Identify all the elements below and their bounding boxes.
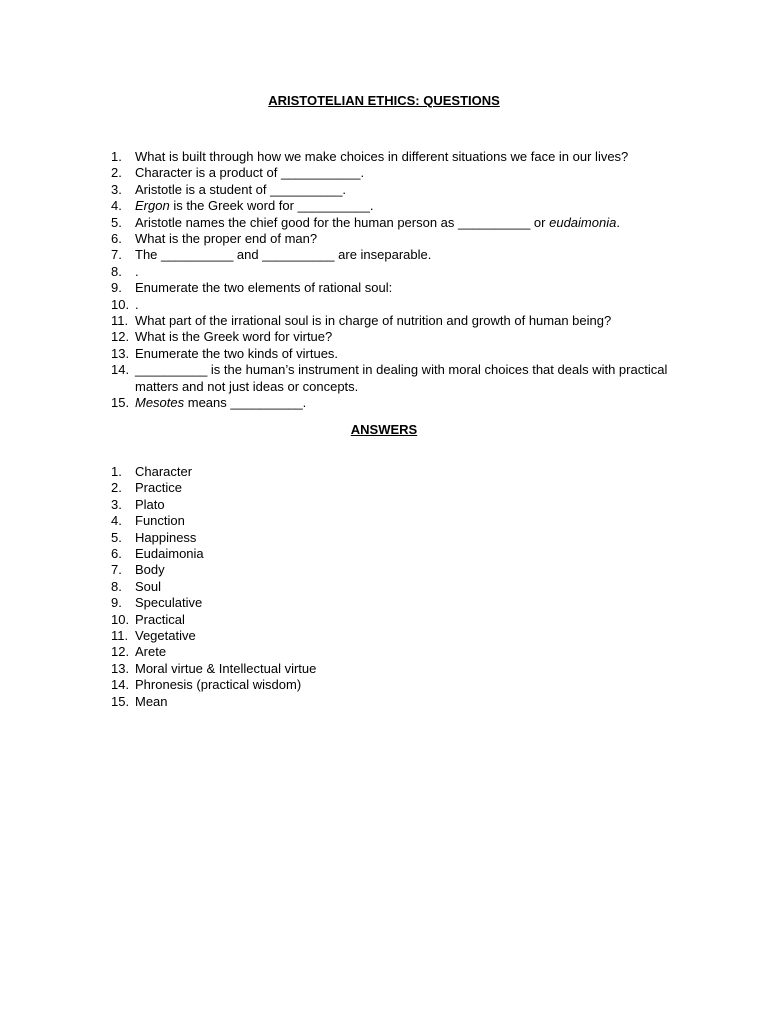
answer-number: 11. — [111, 628, 129, 644]
answer-text: Practice — [135, 480, 182, 496]
answer-text: Moral virtue & Intellectual virtue — [135, 660, 317, 676]
question-number: 3. — [111, 181, 122, 197]
answer-number: 3. — [111, 496, 122, 512]
question-item — [111, 182, 671, 198]
answer-text: Function — [135, 513, 185, 529]
answer-number: 15. — [111, 693, 130, 709]
italic-term: eudaimonia — [549, 214, 617, 230]
question-number: 8. — [111, 263, 122, 279]
answer-number: 2. — [111, 480, 122, 496]
answer-item — [111, 579, 671, 595]
question-text — [135, 395, 671, 411]
text-segment: The __________ and __________ are inseparable. — [135, 247, 432, 263]
question-number: 13. — [111, 345, 130, 361]
question-text — [135, 362, 671, 395]
text-segment: . — [616, 214, 620, 230]
question-number: 12. — [111, 329, 130, 345]
answer-item — [111, 480, 671, 496]
answer-item — [111, 595, 671, 611]
answer-item — [111, 513, 671, 529]
answer-item — [111, 530, 671, 546]
answer-number: 5. — [111, 529, 122, 545]
answer-text: Speculative — [135, 595, 203, 611]
italic-term: Ergon — [135, 198, 170, 214]
answer-item — [111, 562, 671, 578]
question-number: 7. — [111, 247, 122, 263]
answer-text: Mean — [135, 693, 168, 709]
text-segment: Character is a product of ___________. — [135, 165, 365, 181]
question-text — [135, 247, 671, 263]
answer-text: Body — [135, 562, 165, 578]
question-item — [111, 297, 671, 313]
answer-text: Eudaimonia — [135, 546, 204, 562]
question-item — [111, 362, 671, 395]
answer-item — [111, 497, 671, 513]
questions-list — [111, 149, 671, 412]
text-segment: What is the Greek word for virtue? — [135, 329, 333, 345]
question-number: 4. — [111, 198, 122, 214]
page-title: ARISTOTELIAN ETHICS: QUESTIONS — [268, 93, 500, 108]
answer-number: 14. — [111, 677, 130, 693]
question-number: 2. — [111, 165, 122, 181]
answer-number: 6. — [111, 546, 122, 562]
text-segment: What part of the irrational soul is in charge of nutrition and growth of human being? — [135, 313, 612, 329]
answer-text: Vegetative — [135, 628, 196, 644]
text-segment: __________ is the human’s instrument in dealing with moral choices that deals with practical matters and not just ideas or concepts. — [135, 362, 668, 394]
question-item — [111, 215, 671, 231]
question-number: 11. — [111, 313, 129, 329]
question-item — [111, 149, 671, 165]
answers-list — [111, 464, 671, 710]
answer-text: Character — [135, 464, 193, 479]
text-segment: Aristotle is a student of __________. — [135, 181, 347, 197]
answer-item — [111, 612, 671, 628]
text-segment: . — [135, 263, 139, 279]
question-text — [135, 198, 671, 214]
text-segment: Enumerate the two kinds of virtues. — [135, 345, 339, 361]
question-text — [135, 297, 671, 313]
answer-text: Happiness — [135, 529, 197, 545]
text-segment: What is built through how we make choices in different situations we face in our lives? — [135, 149, 629, 164]
question-text — [135, 215, 671, 231]
question-number: 10. — [111, 296, 130, 312]
answer-number: 7. — [111, 562, 122, 578]
answer-text: Arete — [135, 644, 167, 660]
question-number: 15. — [111, 395, 130, 411]
question-text — [135, 346, 671, 362]
question-number: 1. — [111, 149, 122, 164]
answers-heading: ANSWERS — [350, 422, 418, 437]
question-item — [111, 165, 671, 181]
answer-number: 12. — [111, 644, 130, 660]
text-segment: . — [135, 296, 139, 312]
question-text — [135, 280, 671, 296]
italic-term: Mesotes — [135, 395, 185, 411]
text-segment: What is the proper end of man? — [135, 231, 318, 247]
answer-text: Phronesis (practical wisdom) — [135, 677, 302, 693]
answer-number: 10. — [111, 611, 130, 627]
question-text — [135, 231, 671, 247]
question-text — [135, 329, 671, 345]
answer-text: Soul — [135, 578, 162, 594]
question-item — [111, 264, 671, 280]
answer-text: Practical — [135, 611, 185, 627]
question-text — [135, 313, 671, 329]
answer-number: 4. — [111, 513, 122, 529]
answer-number: 1. — [111, 464, 122, 479]
question-item — [111, 313, 671, 329]
question-text — [135, 264, 671, 280]
answer-item — [111, 661, 671, 677]
question-item — [111, 198, 671, 214]
text-segment: Enumerate the two elements of rational soul: — [135, 280, 393, 296]
text-segment: means __________. — [184, 395, 307, 411]
text-segment: is the Greek word for __________. — [169, 198, 374, 214]
question-text — [135, 182, 671, 198]
question-number: 6. — [111, 231, 122, 247]
answer-item — [111, 677, 671, 693]
answer-item — [111, 628, 671, 644]
question-item — [111, 395, 671, 411]
answer-number: 9. — [111, 595, 122, 611]
answer-item — [111, 464, 671, 480]
question-number: 9. — [111, 280, 122, 296]
question-text — [135, 165, 671, 181]
answer-item — [111, 644, 671, 660]
question-number: 5. — [111, 214, 122, 230]
answer-number: 8. — [111, 578, 122, 594]
answer-number: 13. — [111, 660, 130, 676]
question-item — [111, 329, 671, 345]
question-item — [111, 231, 671, 247]
answer-item — [111, 694, 671, 710]
question-item — [111, 280, 671, 296]
question-item — [111, 247, 671, 263]
question-number: 14. — [111, 362, 130, 378]
answer-item — [111, 546, 671, 562]
answer-text: Plato — [135, 496, 165, 512]
question-text — [135, 149, 671, 165]
text-segment: Aristotle names the chief good for the human person as __________ or — [135, 214, 550, 230]
question-item — [111, 346, 671, 362]
